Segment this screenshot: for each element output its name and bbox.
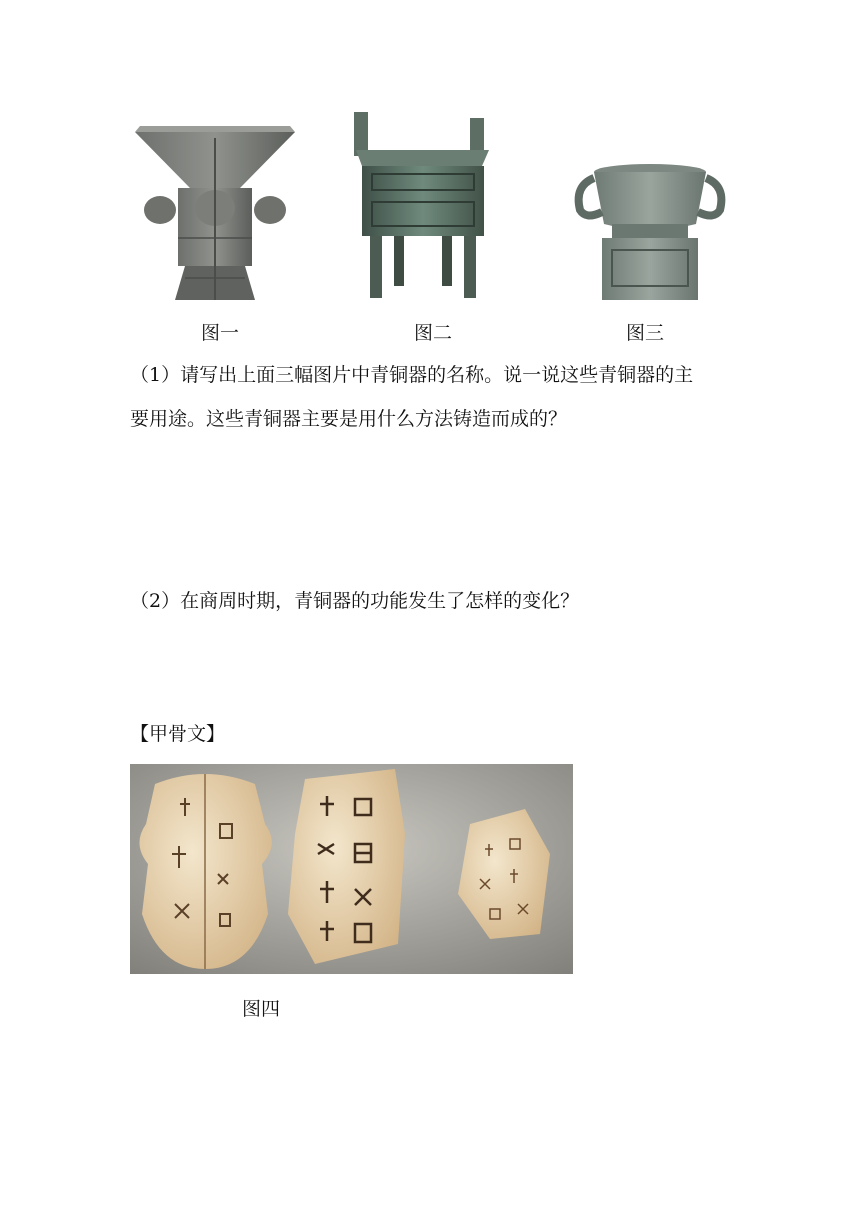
question-1-line-2: 要用途。这些青铜器主要是用什么方法铸造而成的？ — [130, 408, 568, 430]
figure-4-oracle-bones — [130, 764, 573, 974]
figure-4-caption: 图四 — [242, 998, 281, 1020]
figure-2-bronze-ding — [350, 110, 495, 305]
question-2: （2）在商周时期，青铜器的功能发生了怎样的变化？ — [130, 590, 580, 612]
figure-1-caption: 图一 — [201, 322, 240, 344]
section-heading: 【甲骨文】 — [130, 723, 226, 745]
figure-2-caption: 图二 — [414, 322, 453, 344]
figure-3-bronze-gui — [572, 158, 727, 304]
question-1-line-1: （1）请写出上面三幅图片中青铜器的名称。说一说这些青铜器的主 — [130, 364, 694, 386]
figure-3-caption: 图三 — [626, 322, 665, 344]
figure-1-bronze-zun — [130, 118, 300, 308]
